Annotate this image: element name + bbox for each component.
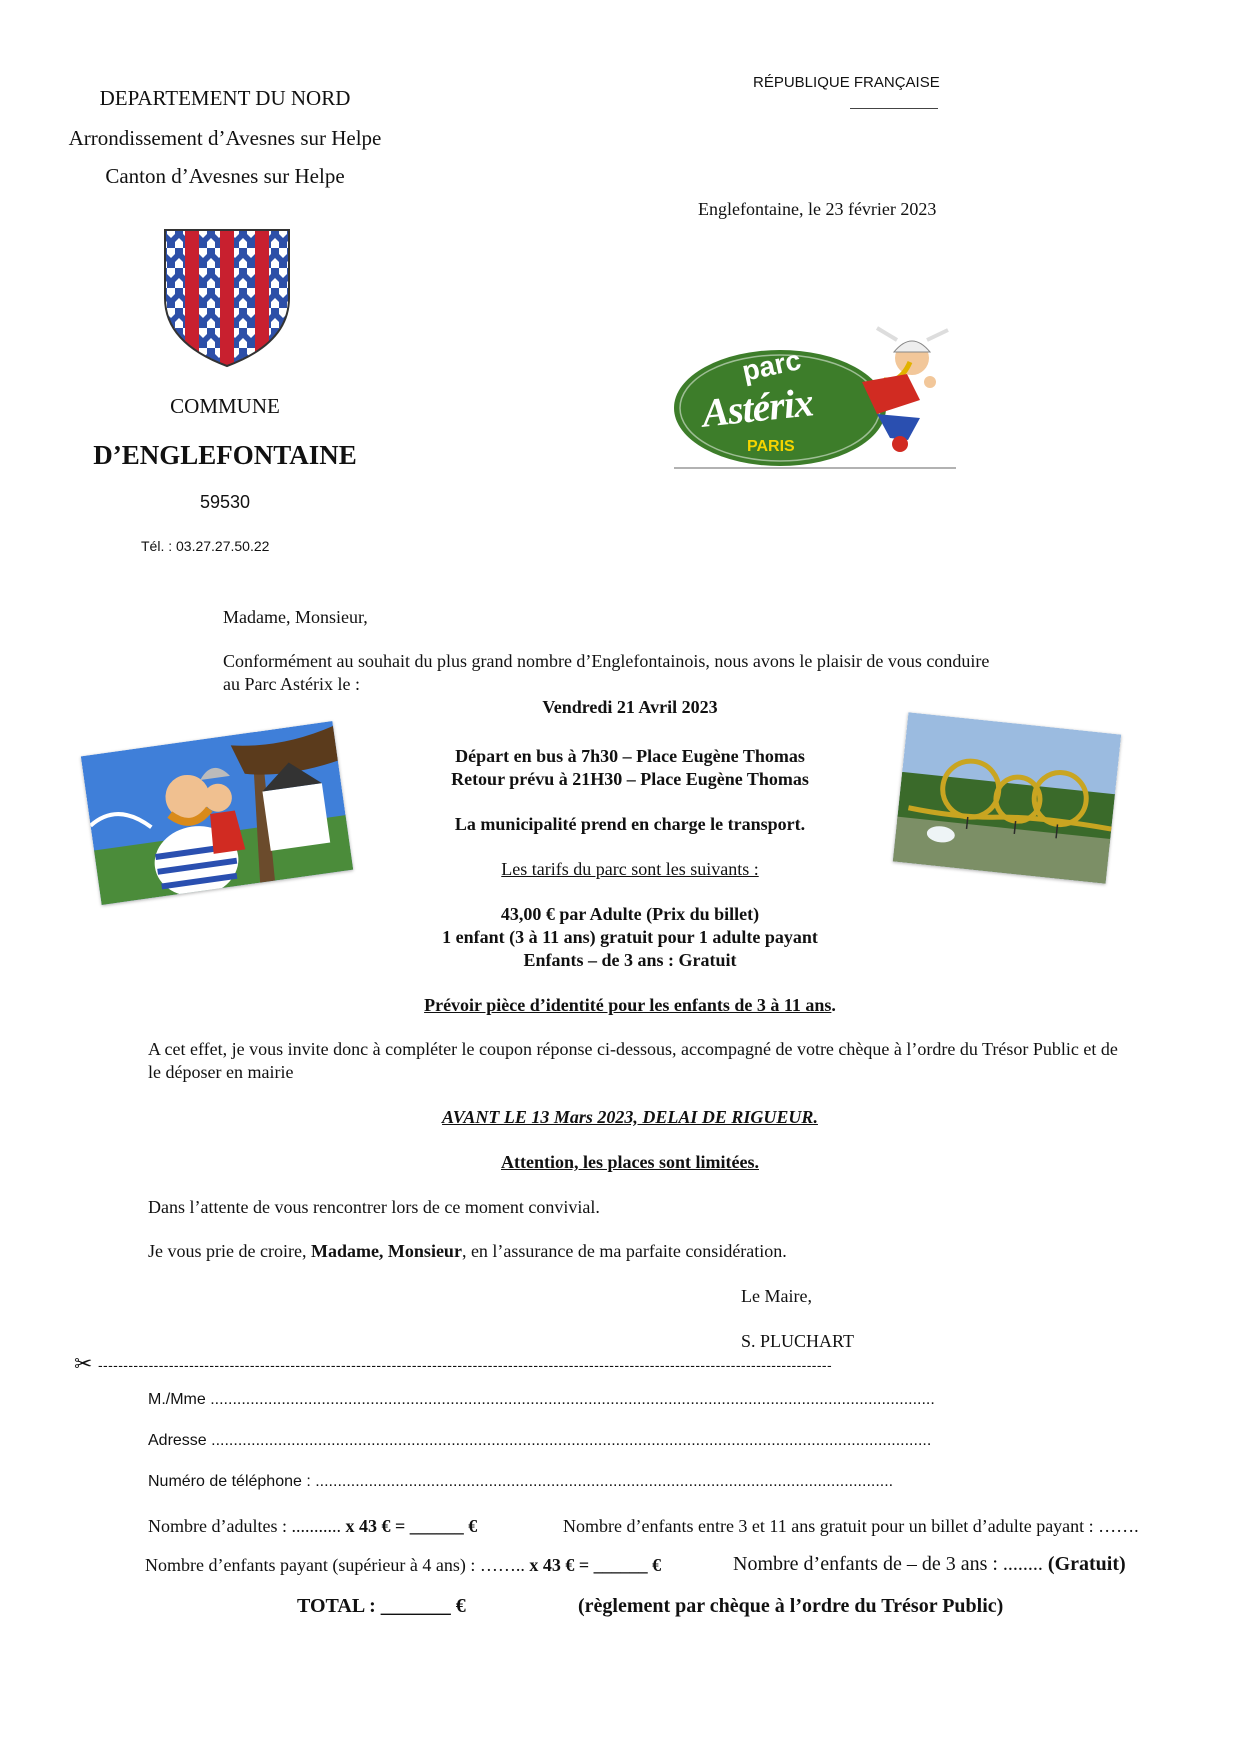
asterix-obelix-photo <box>81 721 353 905</box>
coat-of-arms-icon <box>163 228 291 368</box>
address-field[interactable]: Adresse .................................................................................................................................................................. <box>148 1432 932 1449</box>
adults-count-field[interactable] <box>148 1516 477 1537</box>
roller-coaster-photo <box>893 712 1122 884</box>
departure-info: Départ en bus à 7h30 – Place Eugène Thomas <box>455 746 805 766</box>
arrondissement-heading: Arrondissement d’Avesnes sur Helpe <box>68 126 382 150</box>
total-field[interactable]: TOTAL : _______ € <box>297 1595 466 1617</box>
instruction-line-1: A cet effet, je vous invite donc à compléter le coupon réponse ci-dessous, accompagné de votre chèque à l’ordre du Trésor Public et de <box>148 1039 1118 1059</box>
id-note: Prévoir pièce d’identité pour les enfants de 3 à 11 ans. <box>424 995 836 1015</box>
paid-children-field[interactable] <box>145 1555 661 1576</box>
commune-name: D’ENGLEFONTAINE <box>93 440 357 470</box>
commune-label: COMMUNE <box>170 394 280 418</box>
closing-line-2 <box>148 1241 787 1262</box>
closing-text-a: Je vous prie de croire, <box>148 1241 311 1261</box>
signature-name: S. PLUCHART <box>741 1331 854 1351</box>
phone-number: Tél. : 03.27.27.50.22 <box>141 538 270 554</box>
place-and-date: Englefontaine, le 23 février 2023 <box>698 199 937 219</box>
parc-asterix-logo <box>672 322 958 472</box>
department-heading: DEPARTEMENT DU NORD <box>99 86 351 110</box>
logo-parc-text: parc <box>739 344 804 387</box>
closing-text-b: Madame, Monsieur <box>310 1241 462 1261</box>
transport-info: La municipalité prend en charge le transport. <box>454 814 806 834</box>
tariffs-title: Les tarifs du parc sont les suivants : <box>501 859 759 879</box>
cut-line: ------------------------------------------------------------------------------------------------------------------------------------------------- <box>98 1357 833 1373</box>
tariff-child: 1 enfant (3 à 11 ans) gratuit pour 1 adulte payant <box>442 927 818 947</box>
under3-free: (Gratuit) <box>1047 1553 1126 1575</box>
return-info: Retour prévu à 21H30 – Place Eugène Thomas <box>451 769 809 789</box>
intro-line-2: au Parc Astérix le : <box>223 674 360 694</box>
canton-heading: Canton d’Avesnes sur Helpe <box>105 164 345 188</box>
free-children-field[interactable]: Nombre d’enfants entre 3 et 11 ans gratuit pour un billet d’adulte payant : ……. <box>563 1516 1139 1536</box>
payment-note: (règlement par chèque à l’ordre du Trésor Public) <box>578 1595 1004 1617</box>
phone-field[interactable]: Numéro de téléphone : .................................................................................................................................. <box>148 1473 894 1490</box>
paid-children-price: x 43 € = ______ € <box>529 1555 662 1575</box>
salutation: Madame, Monsieur, <box>223 607 368 627</box>
deadline-notice: AVANT LE 13 Mars 2023, DELAI DE RIGUEUR. <box>442 1107 818 1127</box>
closing-text-c: , en l’assurance de ma parfaite considération. <box>461 1241 787 1261</box>
republic-heading: RÉPUBLIQUE FRANÇAISE <box>753 74 940 91</box>
adults-label: Nombre d’adultes : ........... <box>148 1516 346 1536</box>
id-note-text: Prévoir pièce d’identité pour les enfants de 3 à 11 ans <box>424 995 832 1015</box>
paid-children-label: Nombre d’enfants payant (supérieur à 4 ans) : …….. <box>145 1555 530 1575</box>
event-date: Vendredi 21 Avril 2023 <box>542 697 718 717</box>
signature-title: Le Maire, <box>741 1286 812 1306</box>
divider <box>850 108 938 109</box>
intro-line-1: Conformément au souhait du plus grand nombre d’Englefontainois, nous avons le plaisir de vous conduire <box>223 651 990 671</box>
tariff-adult: 43,00 € par Adulte (Prix du billet) <box>500 904 760 924</box>
under3-children-field[interactable] <box>733 1553 1126 1576</box>
instruction-line-2: le déposer en mairie <box>148 1062 294 1082</box>
limited-places-notice: Attention, les places sont limitées. <box>501 1152 759 1172</box>
adults-price: x 43 € = ______ € <box>345 1516 478 1536</box>
name-field[interactable]: M./Mme ................................................................................................................................................................... <box>148 1391 935 1408</box>
closing-line-1: Dans l’attente de vous rencontrer lors de ce moment convivial. <box>148 1197 600 1217</box>
logo-asterix-text: Astérix <box>699 379 815 436</box>
under3-label: Nombre d’enfants de – de 3 ans : ........ <box>733 1553 1048 1575</box>
scissors-icon: ✂ <box>74 1351 93 1376</box>
logo-paris-text: PARIS <box>747 438 795 455</box>
postcode: 59530 <box>199 492 251 512</box>
tariff-small-child: Enfants – de 3 ans : Gratuit <box>523 950 737 970</box>
